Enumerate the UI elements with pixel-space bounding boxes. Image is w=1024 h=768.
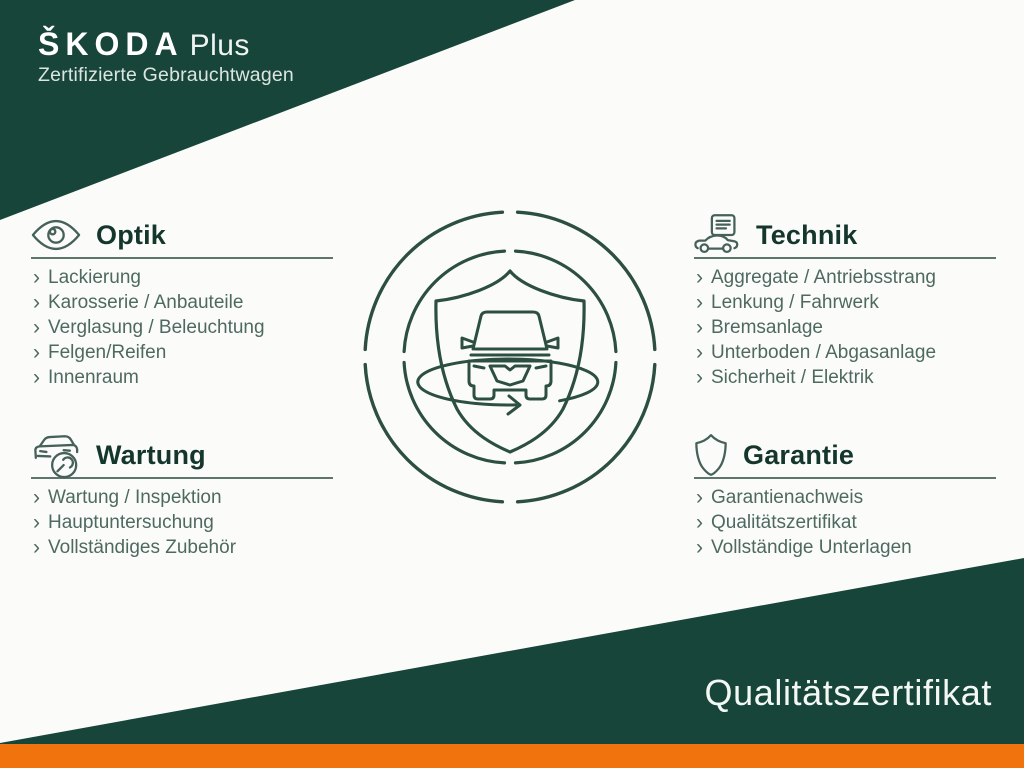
section-optik-header: [31, 213, 333, 257]
section-technik-title: Technik: [756, 219, 858, 250]
list-item-label: Felgen/Reifen: [48, 342, 167, 364]
section-optik-title: Optik: [96, 219, 167, 250]
list-item-label: Karosserie / Anbauteile: [48, 292, 244, 314]
section-technik: [694, 213, 996, 390]
list-item: [31, 291, 333, 316]
list-item: [31, 316, 333, 341]
list-item-label: Wartung / Inspektion: [48, 487, 222, 509]
section-wartung-items: [31, 486, 333, 561]
section-technik-items: [694, 266, 996, 390]
chevron-bullet-icon: ›: [696, 485, 703, 509]
list-item-label: Qualitätszertifikat: [711, 512, 857, 534]
section-garantie-title: Garantie: [743, 439, 855, 470]
list-item: [31, 536, 333, 561]
list-item: [31, 366, 333, 391]
chevron-bullet-icon: ›: [696, 365, 703, 389]
section-optik-items: [31, 266, 333, 390]
certified-car-shield-360-icon: [362, 209, 658, 505]
list-item-label: Sicherheit / Elektrik: [711, 367, 874, 388]
chevron-bullet-icon: ›: [33, 535, 40, 559]
shield-icon: [694, 433, 728, 477]
list-item: [694, 511, 996, 536]
chevron-bullet-icon: ›: [33, 315, 40, 339]
list-item: [694, 291, 996, 316]
chevron-bullet-icon: ›: [33, 340, 40, 364]
list-item-label: Bremsanlage: [711, 317, 823, 339]
chevron-bullet-icon: ›: [696, 315, 703, 339]
logo-wordmark: [38, 26, 294, 63]
chevron-bullet-icon: ›: [696, 265, 703, 289]
list-item-label: Vollständiges Zubehör: [48, 537, 237, 559]
section-wartung-title: Wartung: [96, 439, 206, 470]
car-checklist-icon: [694, 213, 741, 257]
list-item-label: Verglasung / Beleuchtung: [48, 317, 265, 339]
skoda-plus-logo: [38, 26, 294, 87]
list-item-label: Lackierung: [48, 267, 141, 289]
eye-icon: [31, 217, 81, 253]
section-garantie-header: [694, 433, 996, 477]
section-technik-divider: [694, 257, 996, 259]
list-item: [694, 366, 996, 391]
list-item-label: Garantienachweis: [711, 487, 864, 509]
list-item-label: Hauptuntersuchung: [48, 512, 214, 534]
section-garantie-items: [694, 486, 996, 561]
section-optik: [31, 213, 333, 390]
section-optik-divider: [31, 257, 333, 259]
list-item: [31, 511, 333, 536]
section-technik-header: [694, 213, 996, 257]
list-item: [694, 486, 996, 511]
section-garantie-divider: [694, 477, 996, 479]
chevron-bullet-icon: ›: [33, 485, 40, 509]
logo-skoda-text: ŠKODA: [38, 26, 184, 62]
chevron-bullet-icon: ›: [33, 510, 40, 534]
list-item: [694, 341, 996, 366]
list-item: [694, 266, 996, 291]
list-item: [31, 486, 333, 511]
list-item: [694, 536, 996, 561]
chevron-bullet-icon: ›: [33, 265, 40, 289]
footer-headline: Qualitätszertifikat: [704, 672, 992, 713]
list-item: [31, 341, 333, 366]
logo-tagline: Zertifizierte Gebrauchtwagen: [38, 64, 294, 86]
list-item-label: Aggregate / Antriebsstrang: [711, 267, 936, 289]
list-item-label: Vollständige Unterlagen: [711, 537, 912, 559]
section-garantie: [694, 433, 996, 561]
logo-plus-text: Plus: [189, 29, 250, 62]
chevron-bullet-icon: ›: [696, 510, 703, 534]
section-wartung-header: [31, 433, 333, 477]
chevron-bullet-icon: ›: [696, 535, 703, 559]
chevron-bullet-icon: ›: [696, 340, 703, 364]
car-service-wrench-icon: [31, 431, 81, 479]
list-item-label: Innenraum: [48, 367, 139, 388]
chevron-bullet-icon: ›: [33, 290, 40, 314]
list-item: [31, 266, 333, 291]
certified-car-shield-360-graphic: [362, 209, 658, 505]
bottom-accent-bar: [0, 744, 1024, 768]
chevron-bullet-icon: ›: [33, 365, 40, 389]
list-item: [694, 316, 996, 341]
section-wartung: [31, 433, 333, 561]
chevron-bullet-icon: ›: [696, 290, 703, 314]
list-item-label: Lenkung / Fahrwerk: [711, 292, 879, 314]
list-item-label: Unterboden / Abgasanlage: [711, 342, 937, 364]
